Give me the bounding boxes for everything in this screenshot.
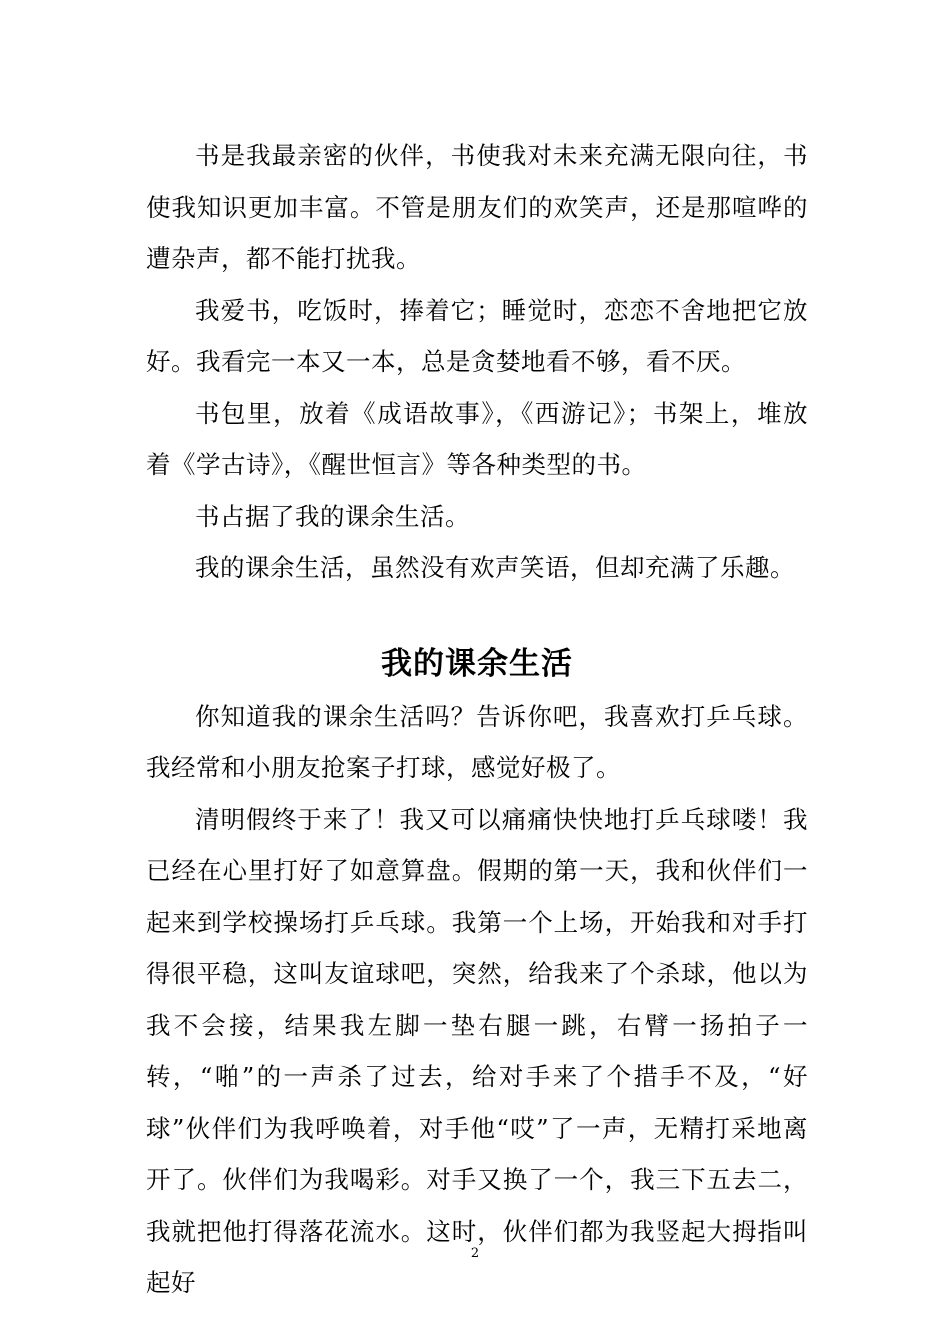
page-content bbox=[146, 130, 808, 1309]
paragraph: 我的课余生活，虽然没有欢声笑语，但却充满了乐趣。 bbox=[195, 553, 795, 582]
paragraph: 清明假终于来了！我又可以痛痛快快地打乒乓球喽！我已经在心里打好了如意算盘。假期的第一天，我和伙伴们一起来到学校操场打乒乓球。我第一个上场，开始我和对手打得很平稳，这叫友谊球吧，突然，给我来了个杀球，他以为我不会接，结果我左脚一垫右腿一跳，右臂一扬拍子一转，“啪”的一声杀了过去，给对手来了个措手不及，“好球”伙伴们为我呼唤着，对手他“哎”了一声，无精打采地离开了。伙伴们为我喝彩。对手又换了一个，我三下五去二，我就把他打得落花流水。这时，伙伴们都为我竖起大拇指叫起好 bbox=[146, 804, 808, 1297]
paragraph: 我爱书，吃饭时，捧着它；睡觉时，恋恋不舍地把它放好。我看完一本又一本，总是贪婪地看不够，看不厌。 bbox=[146, 295, 808, 376]
paragraph: 书包里，放着《成语故事》，《西游记》；书架上，堆放着《学古诗》，《醒世恒言》等各种类型的书。 bbox=[146, 398, 808, 479]
section-spacer bbox=[146, 594, 808, 637]
paragraph: 书占据了我的课余生活。 bbox=[195, 501, 470, 531]
paragraph: 你知道我的课余生活吗？告诉你吧，我喜欢打乒乓球。我经常和小朋友抢案子打球，感觉好极了。 bbox=[146, 701, 808, 782]
page-number: 2 bbox=[470, 1246, 480, 1261]
paragraph: 书是我最亲密的伙伴，书使我对未来充满无限向往，书使我知识更加丰富。不管是朋友们的欢笑声，还是那喧哗的遭杂声，都不能打扰我。 bbox=[146, 141, 808, 273]
essay-title: 我的课余生活 bbox=[381, 645, 573, 682]
